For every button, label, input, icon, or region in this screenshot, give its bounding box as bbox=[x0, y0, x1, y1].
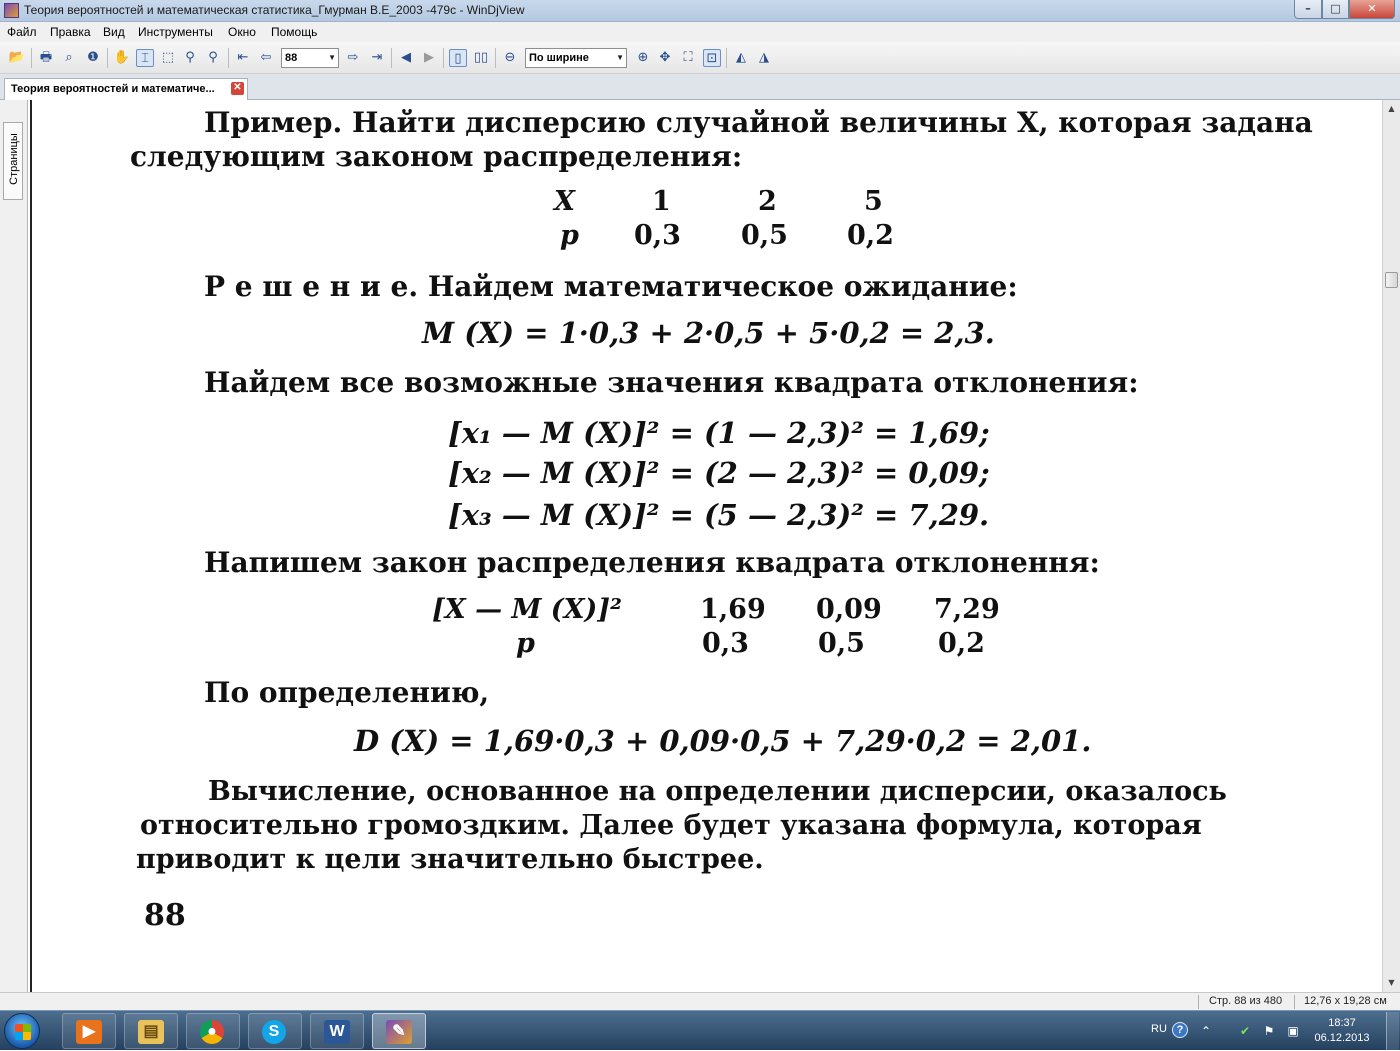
table1-x-value: 1 bbox=[652, 186, 671, 217]
clock[interactable] bbox=[1312, 1016, 1372, 1046]
table1-p-value: 0,5 bbox=[741, 220, 788, 251]
table2-p-value: 0,3 bbox=[702, 628, 749, 659]
folder-icon: ▤ bbox=[138, 1020, 164, 1044]
zoom-combo[interactable] bbox=[525, 48, 627, 68]
status-page: Стр. 88 из 480 bbox=[1209, 995, 1283, 1007]
hand-tool-icon[interactable]: ✋ bbox=[113, 50, 131, 65]
toolbar-separator bbox=[495, 48, 496, 68]
solution-line: Р е ш е н и е. Найдем математическое ожидание: bbox=[204, 270, 1018, 303]
menu-tools[interactable]: Инструменты bbox=[138, 25, 213, 39]
variance-formula: D (X) = 1,69·0,3 + 0,09·0,5 + 7,29·0,2 = 2,01. bbox=[354, 724, 1092, 758]
toolbar-separator bbox=[228, 48, 229, 68]
example-line: Пример. Найти дисперсию случайной величины X, которая задана bbox=[204, 106, 1313, 139]
prev-page-icon[interactable]: ⇦ bbox=[260, 50, 272, 65]
rotate-right-icon[interactable]: ◮ bbox=[759, 50, 769, 65]
table2-x-value: 0,09 bbox=[816, 594, 882, 625]
deviation-formula-3: [x₃ — M (X)]² = (5 — 2,3)² = 7,29. bbox=[448, 498, 990, 532]
single-page-icon[interactable]: ▯ bbox=[449, 49, 467, 67]
table2-x-value: 1,69 bbox=[700, 594, 766, 625]
menu-edit[interactable]: Правка bbox=[50, 25, 91, 39]
side-panel bbox=[0, 100, 28, 992]
page-number-label: 88 bbox=[144, 898, 186, 933]
minimize-button[interactable]: – bbox=[1294, 0, 1322, 19]
rect-select-icon[interactable]: ⬚ bbox=[161, 50, 175, 65]
find-icon[interactable]: ⌕ bbox=[65, 50, 73, 65]
update-icon[interactable]: ✔ bbox=[1239, 1024, 1251, 1038]
close-button[interactable]: ✕ bbox=[1349, 0, 1395, 19]
menu-view[interactable]: Вид bbox=[103, 25, 125, 39]
find-all-line: Найдем все возможные значения квадрата отклонения: bbox=[204, 366, 1139, 399]
pages-panel-tab[interactable] bbox=[3, 122, 23, 200]
two-pages-icon[interactable]: ▯▯ bbox=[473, 50, 489, 65]
status-page-size: 12,76 x 19,28 см bbox=[1304, 995, 1387, 1007]
status-divider bbox=[1294, 995, 1295, 1009]
clock-time: 18:37 bbox=[1328, 1017, 1356, 1029]
toolbar-separator bbox=[726, 48, 727, 68]
window-title: Теория вероятностей и математическая статистика_Гмурман В.Е_2003 -479с - WinDjView bbox=[24, 3, 525, 17]
vertical-scrollbar[interactable] bbox=[1382, 100, 1400, 992]
close-tab-icon[interactable]: ✕ bbox=[231, 82, 244, 95]
table1-p-header: p bbox=[560, 220, 579, 251]
table2-x-header: [X — M (X)]² bbox=[432, 594, 622, 625]
action-center-icon[interactable]: ⚑ bbox=[1263, 1024, 1275, 1038]
scroll-up-icon[interactable]: ▲ bbox=[1388, 104, 1395, 113]
page-number-combo[interactable] bbox=[281, 48, 339, 68]
pages-panel-label: Страницы bbox=[8, 133, 20, 185]
toolbar bbox=[0, 42, 1400, 74]
document-tab-label: Теория вероятностей и математиче... bbox=[11, 83, 215, 95]
clock-date: 06.12.2013 bbox=[1314, 1032, 1370, 1044]
title-bar bbox=[0, 0, 1400, 22]
expectation-formula: M (X) = 1·0,3 + 2·0,5 + 5·0,2 = 2,3. bbox=[422, 316, 995, 350]
next-page-icon[interactable]: ⇨ bbox=[347, 50, 359, 65]
fit-width-icon[interactable]: ⊡ bbox=[703, 49, 721, 67]
status-bar bbox=[0, 992, 1400, 1010]
page-number-value: 88 bbox=[285, 52, 298, 64]
last-page-icon[interactable]: ⇥ bbox=[371, 50, 383, 65]
select-tool-icon[interactable]: ⌶ bbox=[136, 49, 154, 67]
media-player-icon: ▶ bbox=[76, 1020, 102, 1044]
help-icon[interactable]: ? bbox=[1172, 1022, 1188, 1038]
toolbar-separator bbox=[31, 48, 32, 68]
actual-size-icon[interactable]: ⛶ bbox=[683, 50, 693, 65]
first-page-icon[interactable]: ⇤ bbox=[237, 50, 249, 65]
toolbar-separator bbox=[443, 48, 444, 68]
scroll-down-icon[interactable]: ▼ bbox=[1388, 978, 1395, 987]
language-indicator[interactable]: RU bbox=[1151, 1023, 1167, 1035]
tray-arrow-icon[interactable]: ⌃ bbox=[1200, 1024, 1212, 1038]
menu-file[interactable]: Файл bbox=[7, 25, 37, 39]
network-icon[interactable]: ▣ bbox=[1287, 1024, 1299, 1038]
table2-p-header: p bbox=[516, 628, 535, 659]
deviation-formula-2: [x₂ — M (X)]² = (2 — 2,3)² = 0,09; bbox=[448, 456, 990, 490]
windjview-app-icon bbox=[4, 3, 19, 18]
paragraph-line-3: приводит к цели значительно быстрее. bbox=[136, 844, 764, 875]
document-tab-bar bbox=[0, 74, 1400, 100]
maximize-button[interactable]: □ bbox=[1322, 0, 1349, 19]
fit-page-icon[interactable]: ✥ bbox=[659, 50, 671, 65]
back-icon[interactable]: ◀ bbox=[401, 50, 411, 65]
print-icon[interactable]: 🖶 bbox=[39, 50, 53, 65]
table1-x-header: X bbox=[554, 186, 575, 217]
zoom-out-tool-icon[interactable]: ⚲ bbox=[208, 50, 218, 65]
zoom-in-icon[interactable]: ⊕ bbox=[637, 50, 649, 65]
system-tray bbox=[0, 1011, 1400, 1051]
toolbar-separator bbox=[391, 48, 392, 68]
table2-p-value: 0,2 bbox=[938, 628, 985, 659]
info-icon[interactable]: ❶ bbox=[87, 50, 99, 65]
menu-help[interactable]: Помощь bbox=[271, 25, 318, 39]
forward-icon[interactable]: ▶ bbox=[424, 50, 434, 65]
taskbar bbox=[0, 1010, 1400, 1050]
table1-x-value: 2 bbox=[758, 186, 777, 217]
status-divider bbox=[1198, 995, 1199, 1009]
table2-p-value: 0,5 bbox=[818, 628, 865, 659]
open-icon[interactable]: 📂 bbox=[8, 50, 26, 65]
paragraph-line-1: Вычисление, основанное на определении дисперсии, оказалось bbox=[208, 776, 1227, 807]
scroll-thumb[interactable] bbox=[1385, 272, 1398, 288]
rotate-left-icon[interactable]: ◭ bbox=[736, 50, 746, 65]
word-icon: W bbox=[324, 1020, 350, 1044]
zoom-in-tool-icon[interactable]: ⚲ bbox=[185, 50, 195, 65]
show-desktop-button[interactable] bbox=[1386, 1012, 1399, 1050]
chevron-down-icon: ▼ bbox=[616, 53, 624, 62]
toolbar-separator bbox=[107, 48, 108, 68]
deviation-formula-1: [x₁ — M (X)]² = (1 — 2,3)² = 1,69; bbox=[448, 416, 990, 450]
document-tab[interactable] bbox=[4, 78, 248, 100]
skype-icon: S bbox=[262, 1020, 286, 1044]
zoom-out-icon[interactable]: ⊖ bbox=[504, 50, 516, 65]
example-line-2: следующим законом распределения: bbox=[130, 140, 743, 173]
chevron-down-icon: ▼ bbox=[328, 53, 336, 62]
document-page bbox=[30, 100, 1382, 992]
menu-bar bbox=[0, 22, 1400, 42]
table2-x-value: 7,29 bbox=[934, 594, 1000, 625]
write-law-line: Напишем закон распределения квадрата отклонення: bbox=[204, 546, 1100, 579]
menu-window[interactable]: Окно bbox=[228, 25, 256, 39]
windjview-icon: ✎ bbox=[386, 1020, 412, 1044]
table1-p-value: 0,2 bbox=[847, 220, 894, 251]
table1-p-value: 0,3 bbox=[634, 220, 681, 251]
paragraph-line-2: относительно громоздким. Далее будет указана формула, которая bbox=[140, 810, 1202, 841]
zoom-value: По ширине bbox=[529, 52, 589, 64]
by-definition-line: По определению, bbox=[204, 676, 490, 709]
table1-x-value: 5 bbox=[864, 186, 883, 217]
chrome-icon: ● bbox=[200, 1020, 224, 1044]
